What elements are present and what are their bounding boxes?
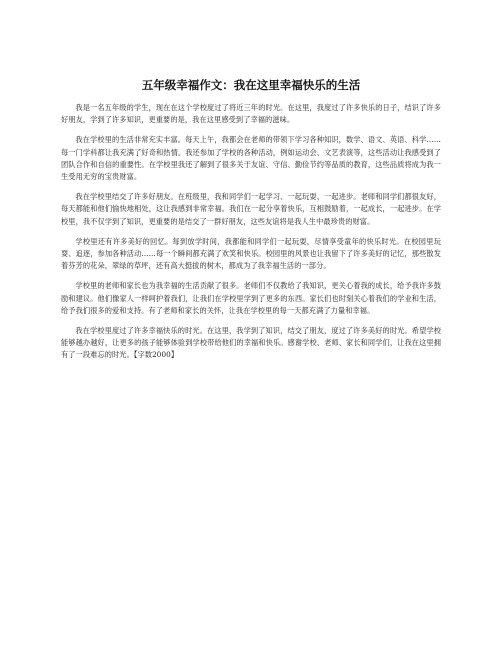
paragraph-5: 学校里的老师和家长也为我幸福的生活贡献了很多。老师们不仅教给了我知识，更关心着我的成长，给予我许多鼓励和建议。他们像家人一样呵护着我们，让我们在学校里学到了更多的东西。家长们也时刻关心着我们的学业和生活，给予我们很多的爱和支持。有了老师和家长的关怀，让我在学校里的每一天都充满了力量和幸福。 [61, 281, 441, 315]
paragraph-1: 我是一名五年级的学生，现在在这个学校度过了将近三年的时光。在这里，我度过了许多快乐的日子，结识了许多好朋友，学到了许多知识，更重要的是，我在这里感受到了幸福的滋味。 [61, 103, 441, 125]
paragraph-3: 我在学校里结交了许多好朋友。在班级里，我和同学们一起学习、一起玩耍、一起进步。老师和同学们都很友好，每天都能和他们愉快地相处，这让我感到非常幸福。我们在一起分享着快乐，互相鼓励着，一起成长，一起进步。在学校里，我不仅学到了知识，更重要的是结交了一群好朋友，这些友谊将是我人生中最珍贵的财富。 [61, 192, 441, 226]
paragraph-4: 学校里还有许多美好的回忆。每到放学时间，我都能和同学们一起玩耍，尽情享受童年的快乐时光。在校园里玩耍、追逐，参加各种活动……每一个瞬间都充满了欢笑和快乐。校园里的风景也让我留下了许多美好的记忆，那些散发着芬芳的花朵，翠绿的草坪，还有高大挺拔的树木，都成为了我幸福生活的一部分。 [61, 236, 441, 271]
document-page [61, 78, 441, 370]
paragraph-6: 我在学校里度过了许多幸福快乐的时光。在这里，我学到了知识，结交了朋友，度过了许多美好的时光。希望学校能够越办越好，让更多的孩子能够体验到学校带给他们的幸福和快乐。感谢学校、老师、家长和同学们，让我在这里拥有了一段难忘的时光。【字数2000】 [61, 326, 441, 360]
document-title: 五年级幸福作文：我在这里幸福快乐的生活 [141, 78, 361, 92]
paragraph-2: 我在学校里的生活非常充实丰富。每天上午，我都会在老师的带领下学习各种知识，数学、语文、英语、科学……每一门学科都让我充满了好奇和热情。我还参加了学校的各种活动，例如运动会、文艺表演等，这些活动让我感受到了团队合作和自信的重要性。在学校里我还了解到了很多关于友谊、守信、勤俭节约等品质的教育，这些品质将成为我一生受用无穷的宝贵财富。 [61, 135, 441, 182]
